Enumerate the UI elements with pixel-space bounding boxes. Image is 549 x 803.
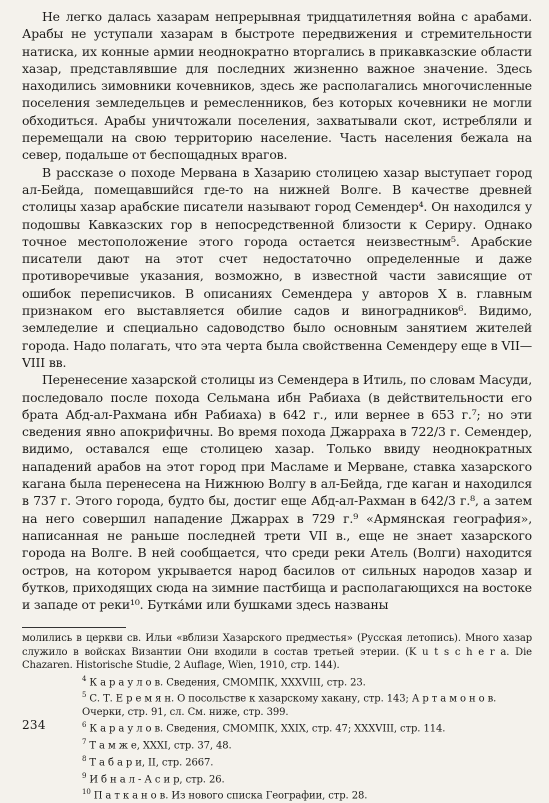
footnotes-block: [22, 632, 532, 803]
page-number: 234: [22, 718, 46, 732]
footnote-text: С. Т. Е р е м я н. О посольстве к хазарскому хакану, стр. 143; А р т а м о н о в. Очерки, стр. 91, сл. См. ниже, стр. 399.: [82, 693, 497, 719]
footnote-number: 10: [82, 788, 91, 797]
footnote-9: [22, 770, 532, 787]
body-paragraph-3: Перенесение хазарской столицы из Семендера в Итиль, по словам Масуди, последовало после похода Сельмана ибн Рабиаха (в действительности его брата Абд-ал-Рахмана ибн Рабиаха) в 642 г., или вернее в 653 г.⁷; но эти сведения явно апокрифичны. Во время похода Джарраха в 722/3 г. Семендер, видимо, оставался еще столицею хазар. Только ввиду неоднократных нападений арабов на этот город при Масламе и Мерване, ставка хазарского кагана была перенесена на Нижнюю Волгу в ал-Бейда, где каган и находился в 737 г. Этого города, будто бы, достиг еще Абд-ал-Рахман в 642/3 г.⁸, а затем на него совершил нападение Джаррах в 729 г.⁹ «Армянская география», написанная не раньше последней трети VII в., еще не знает хазарского города на Волге. В ней сообщается, что среди реки Атель (Волги) находится остров, на котором укрывается народ басилов от сильных народов хазар и бутков, приходящих сюда на зимние пастбища и располагающихся на востоке и западе от реки¹⁰. Буткáми или бушками здесь названы: [22, 372, 532, 613]
footnote-4: [22, 673, 532, 690]
page-content: [22, 8, 532, 803]
footnote-number: 6: [82, 721, 87, 730]
footnote-7: [22, 736, 532, 753]
footnote-text: К а р а у л о в. Сведения, СМОМПК, XXIX, стр. 47; XXXVIII, стр. 114.: [89, 723, 446, 735]
footnote-10: [22, 786, 532, 803]
footnote-continuation: молились в церкви св. Ильи «вблизи Хазарского предместья» (Русская летопись). Много хазар служило в войсках Византии Они входили в состав третьей этерии. (K u t s c h e r a. Die Chazaren. Historische Studie, 2 Auflage, Wien, 1910, стр. 144).: [22, 633, 532, 672]
footnote-text: П а т к а н о в. Из нового списка Географии, стр. 28.: [93, 790, 368, 802]
footnote-text: К а р а у л о в. Сведения, СМОМПК, XXXVIII, стр. 23.: [89, 676, 366, 688]
footnote-number: 8: [82, 754, 87, 763]
footnote-number: 9: [82, 771, 87, 780]
footnote-8: [22, 753, 532, 770]
footnote-number: 7: [82, 738, 87, 747]
footnote-6: [22, 719, 532, 736]
footnote-text: И б н а л - А с и р, стр. 26.: [89, 774, 225, 786]
body-paragraph-1: Не легко далась хазарам непрерывная тридцатилетняя война с арабами. Арабы не уступали хазарам в быстроте передвижения и стремительности натиска, их конные армии неоднократно вторгались в прикавказские области хазар, представлявшие для последних жизненно важное значение. Здесь находились зимовники кочевников, здесь же располагались многочисленные поселения земледельцев и ремесленников, без которых кочевники не могли обходиться. Арабы уничтожали поселения, захватывали скот, истребляли и перемещали на свою территорию население. Часть населения бежала на север, подальше от беспощадных врагов.: [22, 9, 532, 163]
footnote-text: Т а б а р и, II, стр. 2667.: [89, 757, 214, 769]
footnote-text: Т а м ж е, XXXI, стр. 37, 48.: [89, 740, 232, 752]
footnote-divider: [22, 627, 126, 628]
footnote-number: 4: [82, 674, 87, 683]
footnote-5: [22, 689, 532, 719]
footnote-number: 5: [82, 691, 87, 700]
body-paragraph-2: В рассказе о походе Мервана в Хазарию столицею хазар выступает город ал-Бейда, помещавшийся где-то на нижней Волге. В качестве древней столицы хазар арабские писатели называют город Семендер⁴. Он находился у подошвы Кавказских гор в непосредственной близости к Сериру. Однако точное местоположение этого города остается неизвестным⁵. Арабские писатели дают на этот счет недостаточно определенные и даже противоречивые указания, возможно, в известной части зависящие от ошибок переписчиков. В описаниях Семендера у авторов X в. главным признаком его выставляется обилие садов и виноградников⁶. Видимо, земледелие и специально садоводство было основным занятием жителей города. Надо полагать, что эта черта была свойственна Семендеру еще в VII—VIII вв.: [22, 164, 532, 370]
